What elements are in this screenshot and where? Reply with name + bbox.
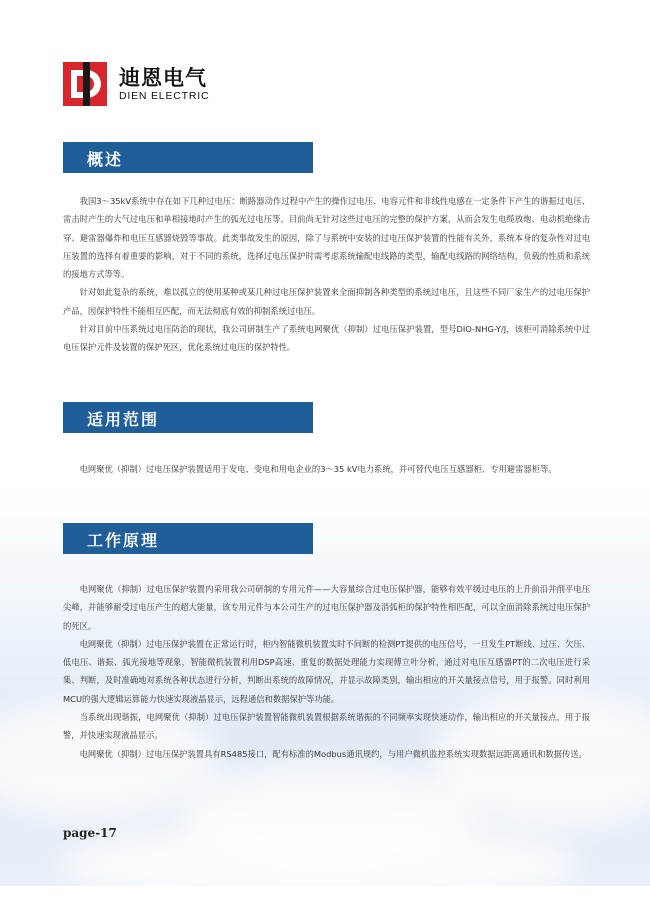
paragraph: 电网聚优（抑制）过电压保护装置在正常运行时，柜内智能微机装置实时不间断的检测PT提供的电压信号，一旦发生PT断线、过压、欠压、低电压、谐振、弧光接地等现象，智能微机装置利用DSP高速、重复的数据处理能力实现傅立叶分析，通过对电压互感器PT的二次电压进行采集、判断，及时准确地对系统各种状态进行分析，判断出系统的故障情况，并显示故障类别，输出相应的开关量接点信号，用于报警。同时利用MCU的强大逻辑运算能力快速实现液晶显示，远程通信和数据保护等功能。: [63, 638, 590, 704]
section-header-principle: [63, 523, 313, 554]
company-logo: [63, 62, 209, 106]
brand-name-en: DIEN ELECTRIC: [119, 89, 210, 102]
section-body-scope: [63, 460, 590, 478]
paragraph: 当系统出现谐振，电网聚优（抑制）过电压保护装置智能微机装置根据系统谐振的不同频率实现快速动作，输出相应的开关量接点，用于报警，并快速实现液晶显示。: [63, 712, 590, 741]
paragraph: 针对如此复杂的系统，难以孤立的使用某种或某几种过电压保护装置来全面抑制各种类型的系统过电压，且这些不同厂家生产的过电压保护产品，因保护特性不能相互匹配，而无法彻底有效的抑制系统过电压。: [63, 287, 590, 316]
paragraph: 电网聚优（抑制）过电压保护装置内采用我公司研制的专用元件——大容量综合过电压保护器，能够有效平缓过电压的上升前沿并削平电压尖峰，并能够耐受过电压产生的超大能量，该专用元件与本公司生产的过电压保护器及消弧柜的保护特性相匹配，可以全面消除系统过电压保护的死区。: [63, 584, 590, 631]
page-number: page-17: [63, 826, 117, 840]
dien-logo-icon: [63, 62, 111, 106]
paragraph: 针对目前中压系统过电压防治的现状，我公司研制生产了系统电网聚优（抑制）过电压保护装置，型号DIO-NHG-Y/J，该柜可消除系统中过电压保护元件及装置的保护死区，优化系统过电压的保护特性。: [63, 324, 590, 353]
paragraph: 电网聚优（抑制）过电压保护装置适用于发电、变电和用电企业的3～35 kV电力系统，并可替代电压互感器柜、专用避雷器柜等。: [79, 464, 557, 474]
section-header-overview: [63, 142, 313, 173]
background-cloud: [60, 820, 580, 910]
brand-name-cn: 迪恩电气: [119, 65, 207, 90]
section-title: 概述: [87, 150, 124, 169]
paragraph: 我国3～35kV系统中存在如下几种过电压：断路器动作过程中产生的操作过电压、电容元件和非线性电感在一定条件下产生的谐振过电压、雷击时产生的大气过电压和单相接地时产生的弧光过电压等。目前尚无针对这些过电压的完整的保护方案，从而会发生电缆放炮、电动机绝缘击穿、避雷器爆炸和电压互感器烧毁等事故。此类事故发生的原因，除了与系统中安装的过电压保护装置的性能有关外，系统本身的复杂性对过电压装置的选择有着重要的影响，对于不同的系统，选择过电压保护时需考虑系统输配电线路的类型，输配电线路的网络结构，负载的性质和系统的接地方式等等。: [63, 196, 590, 280]
section-header-scope: [63, 402, 313, 433]
section-body-principle: [63, 580, 590, 763]
section-body-overview: [63, 192, 590, 357]
section-title: 工作原理: [87, 531, 160, 550]
paragraph: 电网聚优（抑制）过电压保护装置具有RS485接口，配有标准的Modbus通讯规约，与用户微机监控系统实现数据远距离通讯和数据传送。: [79, 748, 587, 759]
section-title: 适用范围: [87, 410, 160, 429]
